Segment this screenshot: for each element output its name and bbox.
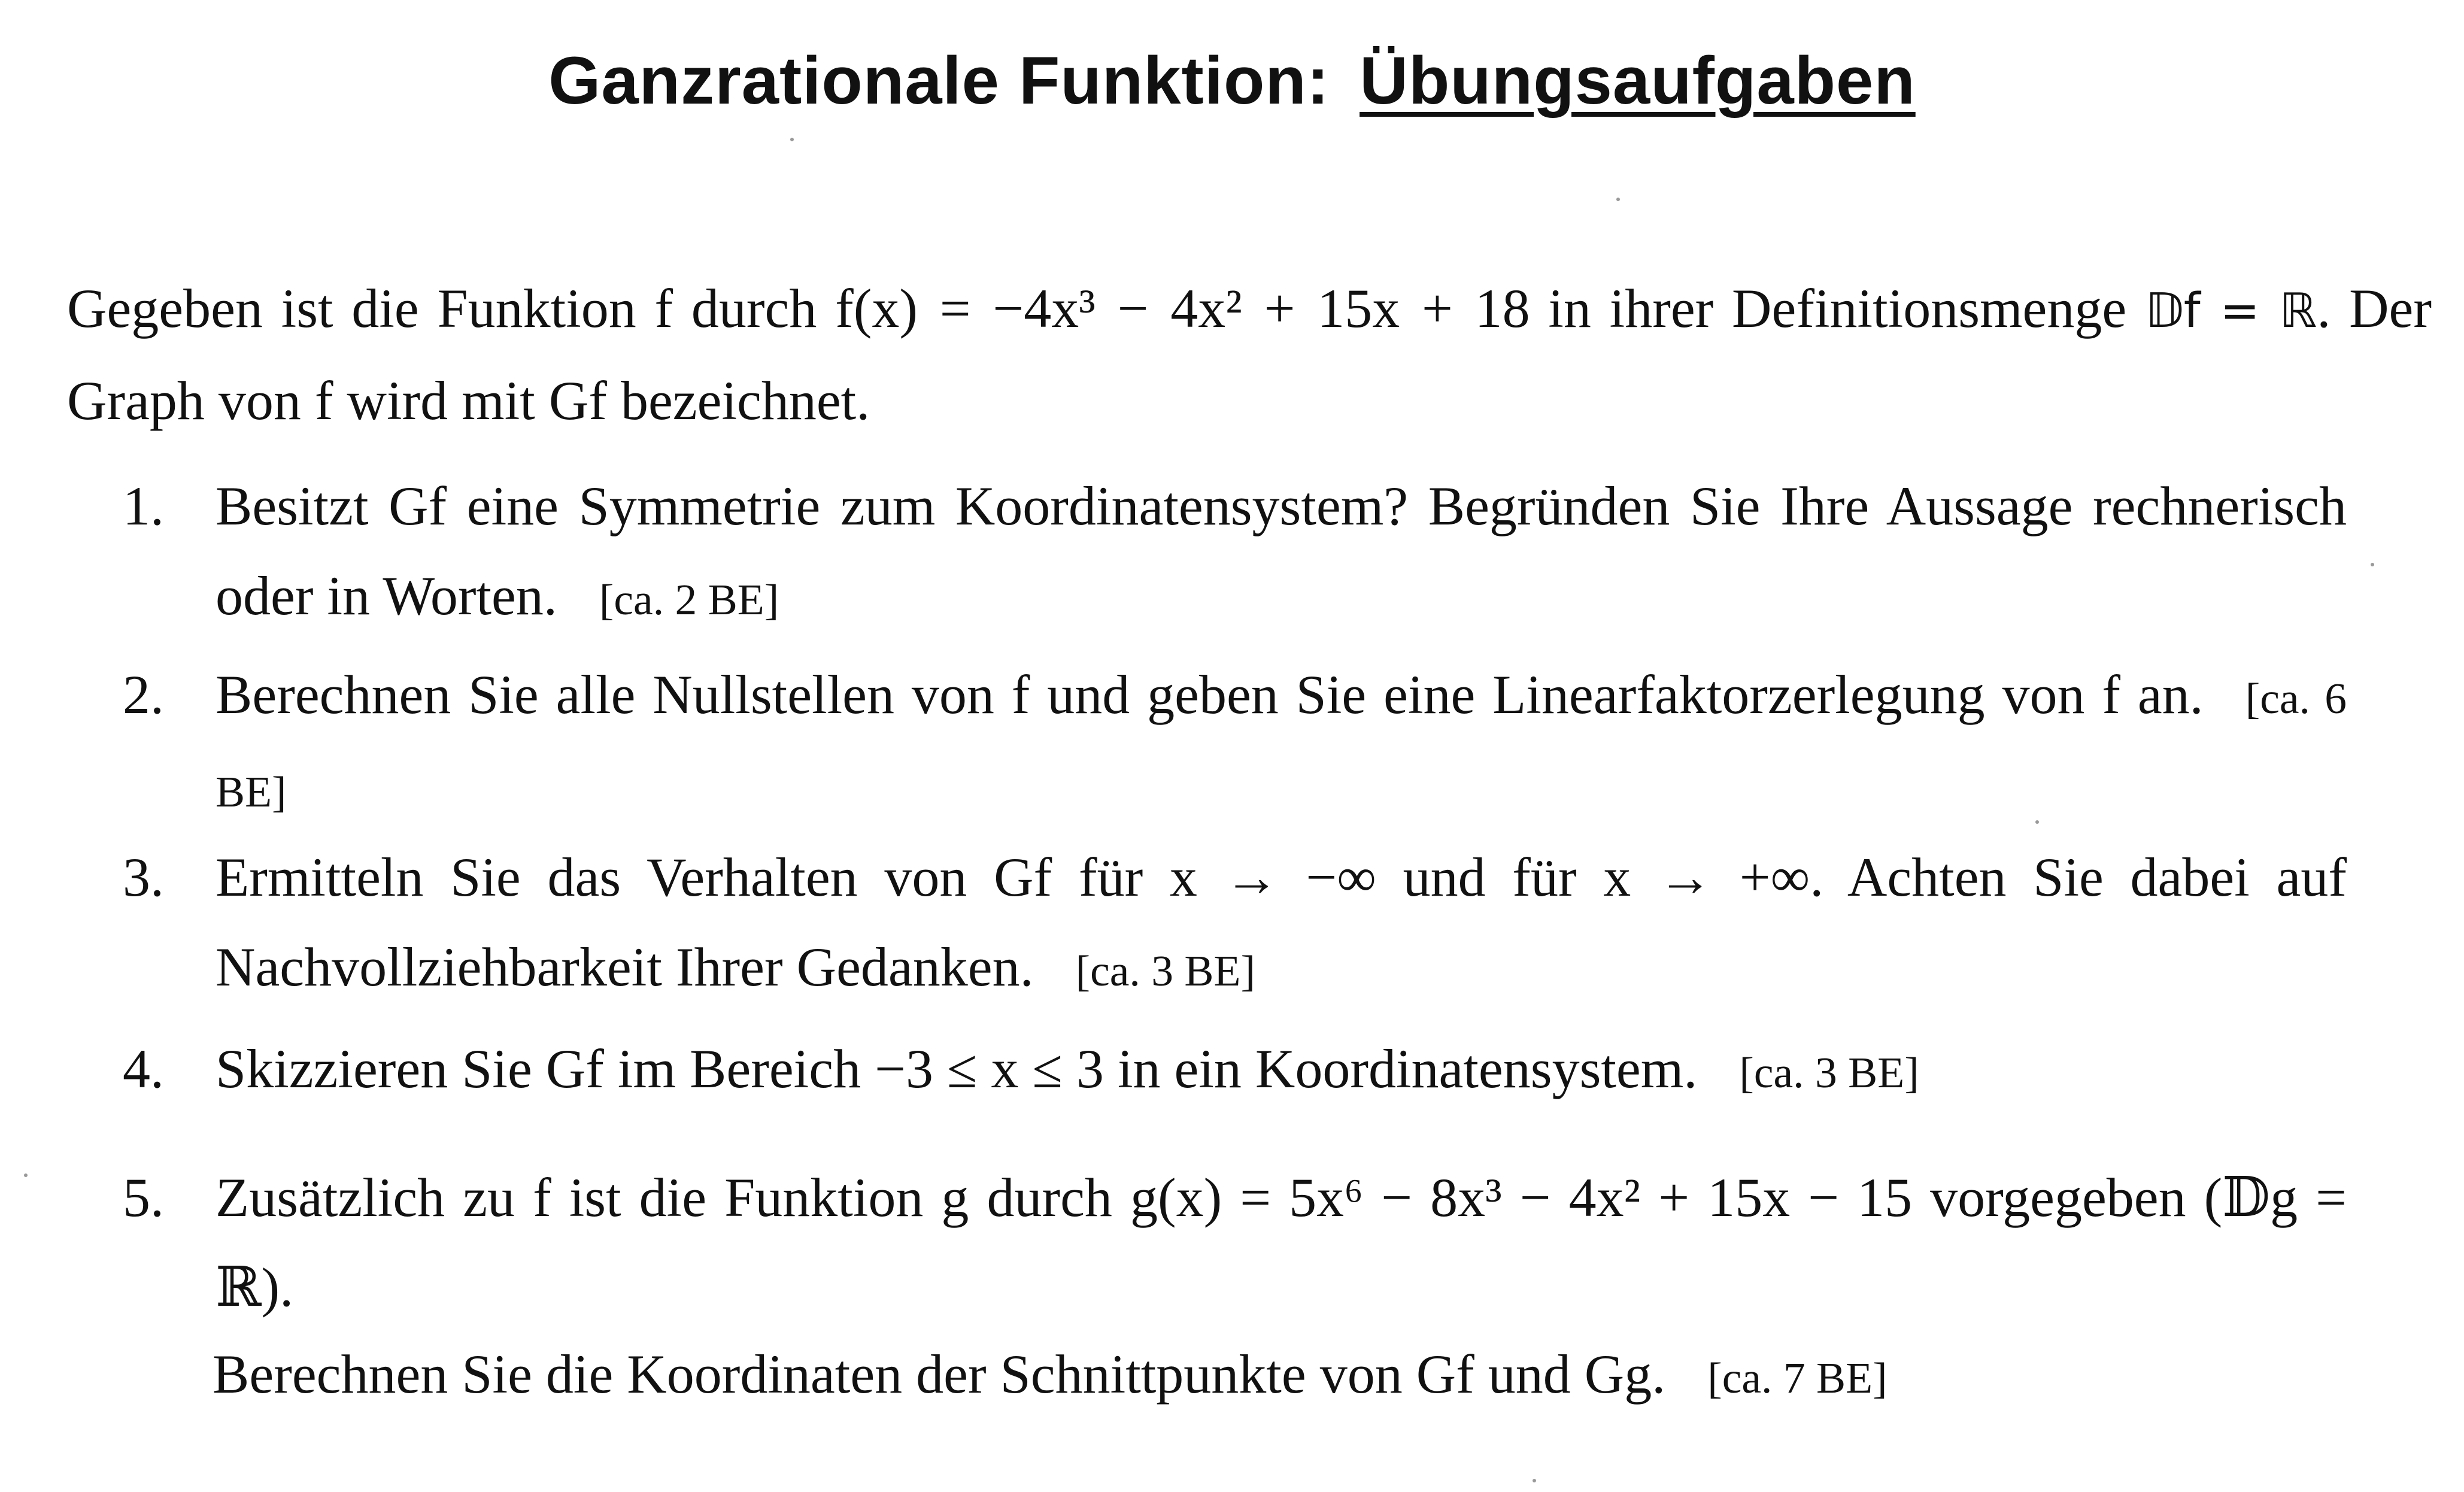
scan-speck: [2371, 563, 2374, 566]
intro-after-function: in ihrer Definitionsmenge: [1548, 278, 2127, 339]
scan-speck: [2035, 820, 2039, 824]
scan-speck: [1533, 1479, 1536, 1482]
task-5-followup: [213, 1329, 1888, 1423]
task-text: Ermitteln Sie das Verhalten von Gf für x → −∞ und für x → +∞. Achten Sie dabei auf Nachvollziehbarkeit Ihrer Gedanken. [ca. 3 BE]: [216, 847, 2347, 997]
intro-rest: . Der Graph von f wird mit Gf bezeichnet.: [67, 278, 2432, 431]
followup-points: [ca. 7 BE]: [1707, 1353, 1888, 1402]
task-points: [ca. 6 BE]: [216, 674, 2347, 816]
task-text: Skizzieren Sie Gf im Bereich −3 ≤ x ≤ 3 in ein Koordinatensystem. [ca. 3 BE]: [216, 1038, 1919, 1099]
task-points: [ca. 3 BE]: [1075, 946, 1255, 995]
followup-text: Berechnen Sie die Koordinaten der Schnittpunkte von Gf und Gg.: [213, 1344, 1666, 1405]
task-text: Berechnen Sie alle Nullstellen von f und geben Sie eine Linearfaktorzerlegung von f an. [ca. 6 BE]: [216, 664, 2347, 816]
task-points: [ca. 3 BE]: [1739, 1048, 1919, 1097]
task-number: 1.: [123, 475, 164, 536]
scan-speck: [790, 138, 794, 141]
task-number: 2.: [123, 664, 164, 725]
task-number: 4.: [123, 1038, 164, 1099]
task-number: 3.: [123, 847, 164, 908]
task-number: 5.: [123, 1167, 164, 1228]
intro-function: f(x) = −4x³ − 4x² + 15x + 18: [835, 278, 1530, 339]
task-points: [ca. 2 BE]: [599, 575, 779, 624]
title-underlined: Übungsaufgaben: [1360, 43, 1916, 118]
task-text: Besitzt Gf eine Symmetrie zum Koordinatensystem? Begründen Sie Ihre Aussage rechnerisch oder in Worten. [ca. 2 BE]: [216, 475, 2347, 626]
intro-paragraph: [67, 263, 2432, 445]
intro-domain: 𝔻f = ℝ: [2144, 283, 2317, 338]
scan-speck: [1616, 198, 1620, 201]
scan-speck: [24, 1173, 28, 1177]
page-title: [0, 42, 2464, 119]
intro-lead: Gegeben ist die Funktion f durch: [67, 278, 817, 339]
title-main: Ganzrationale Funktion:: [548, 43, 1330, 118]
task-text: Zusätzlich zu f ist die Funktion g durch g(x) = 5x⁶ − 8x³ − 4x² + 15x − 15 vorgegeben (𝔻g = ℝ).: [216, 1167, 2347, 1318]
